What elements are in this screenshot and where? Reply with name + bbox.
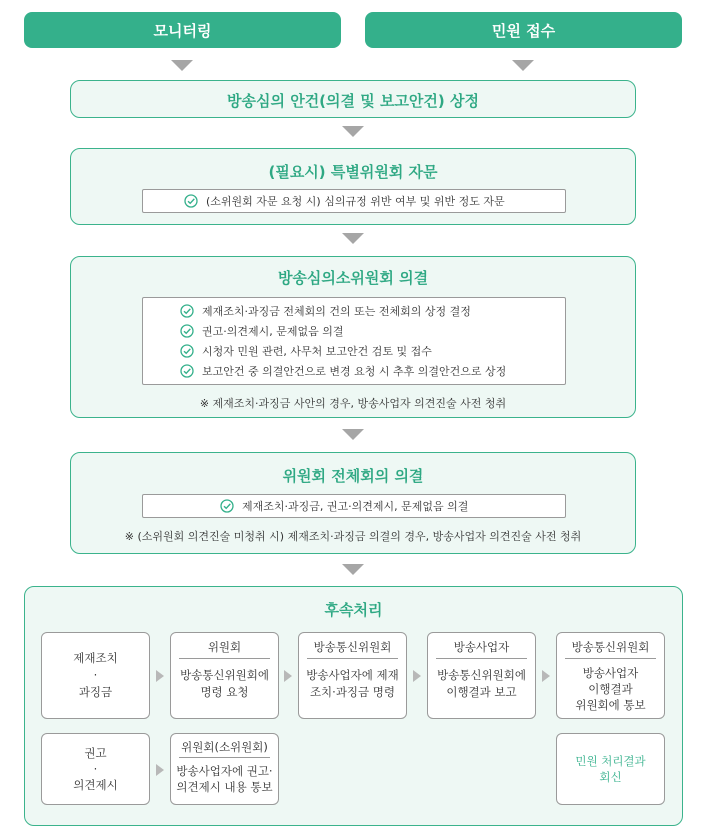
subcommittee-note: ※ 제재조치·과징금 사안의 경우, 방송사업자 의견진술 사전 청취 (199, 397, 507, 410)
check-circle-icon (180, 324, 194, 338)
arrow-down-icon (342, 233, 364, 244)
list-item-text: 제재조치·과징금, 권고·의견제시, 문제없음 의결 (242, 500, 469, 513)
plenary-box (142, 494, 566, 518)
followup-card (556, 632, 665, 719)
recommendation-start-line: 권고 (84, 746, 107, 760)
check-circle-icon (180, 304, 194, 318)
card-body-line: 위원회에 통보 (575, 698, 646, 712)
complaint-reply-line: 민원 처리결과 (575, 754, 646, 768)
subcommittee-box (142, 297, 566, 385)
plenary-title: 위원회 전체회의 의결 (282, 467, 424, 485)
card-head: 위원회(소위원회) (179, 734, 270, 758)
special-committee-box (142, 189, 566, 213)
followup-card (170, 632, 279, 719)
list-item-text: (소위원회 자문 요청 시) 심의규정 위반 여부 및 위반 정도 자문 (206, 195, 505, 208)
recommendation-start-line: 의견제시 (73, 778, 118, 792)
sanction-start-line: 제재조치 (73, 651, 118, 665)
arrow-down-icon (342, 429, 364, 440)
complaint-reply-box (556, 733, 665, 805)
card-body-line: 이행결과 보고 (446, 685, 517, 699)
arrow-right-icon (156, 670, 164, 682)
agenda-title: 방송심의 안건(의결 및 보고안건) 상정 (227, 92, 479, 110)
recommendation-start-box (41, 733, 150, 805)
card-body-line: 방송사업자에 권고· (176, 764, 273, 778)
sanction-start-line: · (93, 668, 98, 682)
card-body-line: 방송사업자 (582, 666, 639, 680)
arrow-right-icon (413, 670, 421, 682)
followup-card (427, 632, 536, 719)
card-body-line: 이행결과 (588, 682, 633, 696)
card-body-line: 방송통신위원회에 (437, 668, 526, 682)
list-item-text: 보고안건 중 의결안건으로 변경 요청 시 추후 의결안건으로 상정 (202, 365, 507, 378)
special-committee-title: (필요시) 특별위원회 자문 (268, 163, 438, 181)
card-body-line: 의견제시 내용 통보 (176, 780, 273, 794)
arrow-down-icon (171, 60, 193, 71)
agenda-panel (70, 80, 636, 118)
list-item (220, 496, 565, 516)
card-body-line: 조치·과징금 명령 (309, 685, 396, 699)
check-circle-icon (180, 344, 194, 358)
card-head: 방송사업자 (436, 633, 527, 659)
list-item-text: 권고·의견제시, 문제없음 의결 (202, 325, 344, 338)
arrow-right-icon (156, 764, 164, 776)
plenary-panel (70, 452, 636, 554)
complaint-reply-line: 회신 (599, 770, 622, 784)
arrow-down-icon (342, 564, 364, 575)
plenary-note: ※ (소위원회 의견진술 미청취 시) 제재조치·과징금 의결의 경우, 방송사업자 의견진술 사전 청취 (124, 530, 582, 543)
list-item-text: 제재조치·과징금 전체회의 건의 또는 전체회의 상정 결정 (202, 305, 471, 318)
subcommittee-title: 방송심의소위원회 의결 (277, 269, 429, 287)
arrow-down-icon (342, 126, 364, 137)
recommendation-start-line: · (93, 762, 98, 776)
arrow-down-icon (512, 60, 534, 71)
card-head: 위원회 (179, 633, 270, 659)
arrow-right-icon (284, 670, 292, 682)
card-head: 방송통신위원회 (307, 633, 398, 659)
card-body-line: 명령 요청 (200, 685, 249, 699)
followup-card (298, 632, 407, 719)
list-item (180, 321, 565, 341)
subcommittee-panel (70, 256, 636, 418)
list-item (180, 361, 565, 381)
sanction-start-line: 과징금 (78, 685, 113, 699)
followup-card (170, 733, 279, 805)
special-committee-panel (70, 148, 636, 225)
check-circle-icon (220, 499, 234, 513)
list-item (180, 341, 565, 361)
card-body-line: 방송사업자에 제재 (306, 668, 399, 682)
card-body-line: 방송통신위원회에 (180, 668, 269, 682)
monitoring-button[interactable]: 모니터링 (24, 12, 341, 48)
list-item-text: 시청자 민원 관련, 사무처 보고안건 검토 및 접수 (202, 345, 432, 358)
list-item (180, 301, 565, 321)
followup-title: 후속처리 (324, 601, 383, 619)
sanction-start-box (41, 632, 150, 719)
arrow-right-icon (542, 670, 550, 682)
list-item (184, 191, 565, 211)
card-head: 방송통신위원회 (565, 633, 656, 659)
check-circle-icon (180, 364, 194, 378)
complaint-button[interactable]: 민원 접수 (365, 12, 682, 48)
check-circle-icon (184, 194, 198, 208)
